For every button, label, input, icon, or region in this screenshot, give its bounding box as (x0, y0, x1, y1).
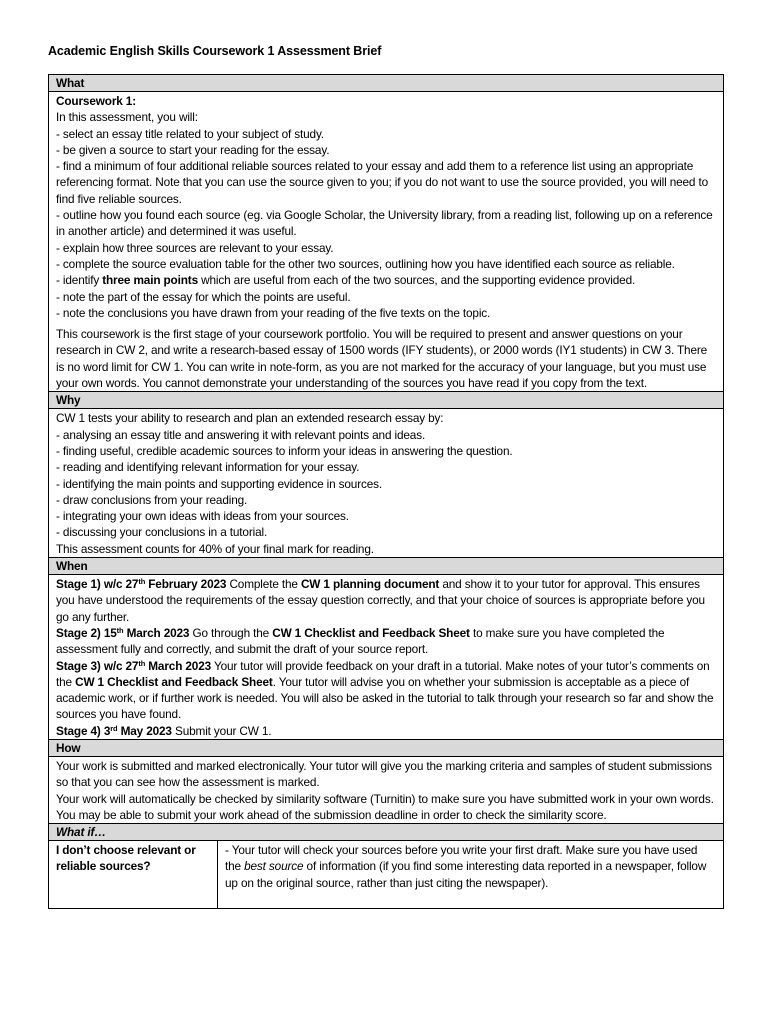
why-closing: This assessment counts for 40% of your final mark for reading. (56, 541, 374, 556)
what-bullet: - note the conclusions you have drawn from your reading of the five texts on the topic. (56, 305, 491, 320)
stage-3: Stage 3) w/c 27th March 2023 Your tutor will provide feedback on your draft in a tutorial. Make notes of your tutor’s comments on the CW 1 Checklist and Feedback Sheet. Your tutor will advise you on whether your submission is acceptable as a piece of academic work, or if further work is needed. You will also be asked in the tutorial to talk through your research so far and show the sources you have found. (56, 658, 714, 722)
what-if-question: I don’t choose relevant or reliable sources? (49, 841, 218, 908)
why-bullet: - draw conclusions from your reading. (56, 492, 248, 507)
what-bullet: - note the part of the essay for which the points are useful. (56, 289, 351, 304)
assessment-brief-table (48, 74, 724, 909)
why-bullet: - reading and identifying relevant information for your essay. (56, 460, 360, 475)
stage-4: Stage 4) 3rd May 2023 Submit your CW 1. (56, 723, 272, 738)
why-bullet: - discussing your conclusions in a tutorial. (56, 525, 268, 540)
what-paragraph: This coursework is the first stage of your coursework portfolio. You will be required to present and answer questions on your research in CW 2, and write a research-based essay of 1500 words (IFY students), or 2000 words (IY1 students) in CW 3. There is no word limit for CW 1. You can write in note-form, as you are not marked for the accuracy of your language, but you must use your own words. You cannot demonstrate your understanding of the sources you have read if you copy from the text. (56, 327, 708, 391)
stage-1: Stage 1) w/c 27th February 2023 Complete the CW 1 planning document and show it to your tutor for approval. This ensures you have understood the requirements of the essay question correctly, and that your choice of sources is appropriate before you go any further. (56, 577, 705, 624)
section-body-how (49, 757, 723, 824)
why-bullet: - analysing an essay title and answering it with relevant points and ideas. (56, 427, 426, 442)
what-bullet: - be given a source to start your reading for the essay. (56, 142, 330, 157)
why-bullet: - integrating your own ideas with ideas from your sources. (56, 509, 349, 524)
what-bullet: - explain how three sources are relevant to your essay. (56, 240, 334, 255)
what-bullet: - select an essay title related to your subject of study. (56, 126, 324, 141)
what-bullet: - outline how you found each source (eg. via Google Scholar, the University library, from a reading list, following up on a reference in another article) and determined it was useful. (56, 208, 713, 239)
section-heading-when: When (49, 558, 723, 575)
why-bullet: - identifying the main points and supporting evidence in sources. (56, 476, 383, 491)
what-if-answer: - Your tutor will check your sources before you write your first draft. Make sure you have used the best source of information (if you find some interesting data reported in a newspaper, follow up on the original source, rather than just citing the newspaper). (225, 843, 707, 890)
section-heading-how: How (49, 740, 723, 757)
page-title: Academic English Skills Coursework 1 Assessment Brief (48, 44, 382, 58)
section-heading-why: Why (49, 392, 723, 409)
how-paragraph: Your work is submitted and marked electronically. Your tutor will give you the marking criteria and samples of student submissions so that you can see how the assessment is marked. (56, 758, 712, 790)
what-bullet: - find a minimum of four additional reliable sources related to your essay and add them to a reference list using an appropriate referencing format. Note that you can use the source given to you; if you do not want to use the source provided, you will need to find five reliable sources. (56, 159, 709, 206)
how-paragraph: Your work will automatically be checked by similarity software (Turnitin) to make sure you have submitted work in your own words. You may be able to submit your work ahead of the submission deadline in order to check the similarity score. (56, 791, 714, 822)
section-body-what (49, 92, 723, 392)
what-bullet: - complete the source evaluation table for the other two sources, outlining how you have identified each source as reliable. (56, 256, 675, 271)
section-heading-what-if: What if… (49, 824, 723, 841)
what-bullet: - identify three main points which are useful from each of the two sources, and the supporting evidence provided. (56, 273, 636, 288)
section-heading-what: What (49, 75, 723, 92)
section-body-when (49, 575, 723, 740)
stage-2: Stage 2) 15th March 2023 Go through the CW 1 Checklist and Feedback Sheet to make sure you have completed the assessment fully and correctly, and submit the draft of your source report. (56, 625, 665, 657)
what-if-row (49, 841, 723, 909)
section-body-why (49, 409, 723, 558)
why-intro: CW 1 tests your ability to research and plan an extended research essay by: (56, 411, 444, 426)
coursework-subheading: Coursework 1: (56, 94, 136, 108)
why-bullet: - finding useful, credible academic sources to inform your ideas in answering the question. (56, 443, 513, 458)
what-intro: In this assessment, you will: (56, 110, 198, 125)
